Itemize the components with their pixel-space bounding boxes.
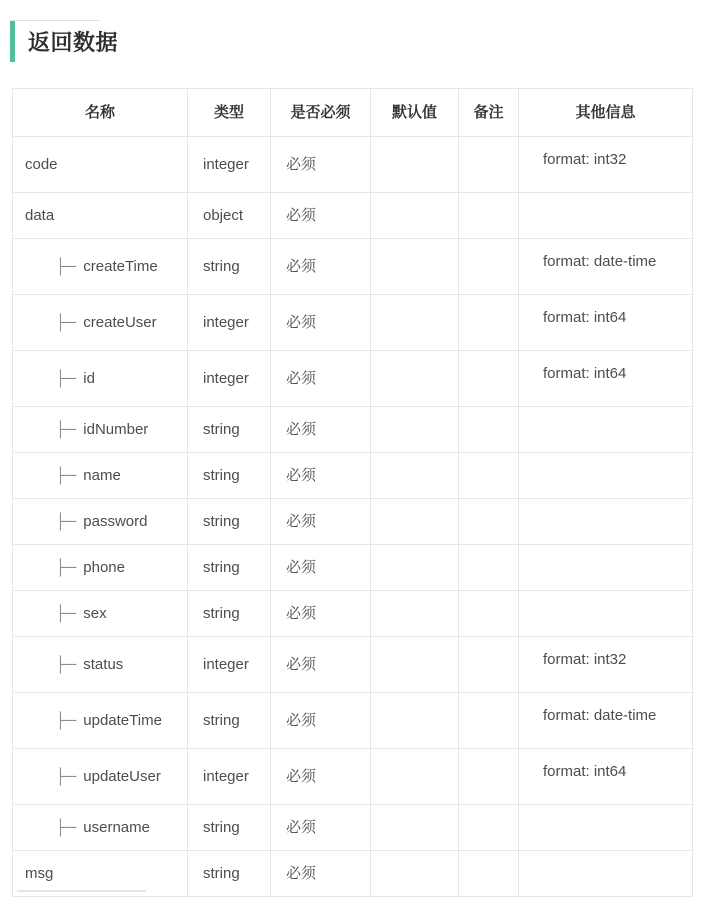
cell-type: string [188, 851, 271, 897]
tree-branch-glyph: ├─ [55, 712, 77, 729]
column-header-other: 其他信息 [519, 89, 693, 137]
format-info-text: format: date-time [543, 707, 657, 724]
cell-remark [459, 637, 519, 693]
tree-branch-glyph: ├─ [55, 370, 77, 387]
table-body [13, 137, 693, 897]
table-row [13, 693, 693, 749]
cell-name [13, 453, 188, 499]
column-header-type: 类型 [188, 89, 271, 137]
cell-required: 必须 [271, 295, 371, 351]
cell-remark [459, 351, 519, 407]
cell-name [13, 239, 188, 295]
cell-other-info [519, 453, 693, 499]
tree-branch-glyph: ├─ [55, 819, 77, 836]
cell-required: 必须 [271, 407, 371, 453]
title-accent-bar [10, 20, 15, 62]
cell-type: integer [188, 295, 271, 351]
response-fields-table [12, 88, 693, 897]
cell-other-info [519, 499, 693, 545]
format-info-text: format: date-time [543, 253, 657, 270]
field-name: idNumber [83, 421, 149, 438]
cell-name [13, 749, 188, 805]
table-row [13, 193, 693, 239]
field-name-wrap [25, 603, 107, 624]
field-name: createTime [83, 258, 158, 275]
field-name: status [83, 656, 124, 673]
field-name-wrap [25, 766, 161, 787]
cell-required: 必须 [271, 637, 371, 693]
cell-required: 必须 [271, 749, 371, 805]
table-row [13, 805, 693, 851]
cell-required: 必须 [271, 805, 371, 851]
table-row [13, 295, 693, 351]
field-name-wrap [25, 312, 157, 333]
cell-name [13, 295, 188, 351]
field-name: password [83, 513, 148, 530]
column-header-name: 名称 [13, 89, 188, 137]
column-header-remark: 备注 [459, 89, 519, 137]
cell-default [371, 295, 459, 351]
cell-name [13, 693, 188, 749]
tree-branch-glyph: ├─ [55, 314, 77, 331]
cell-default [371, 591, 459, 637]
cell-other-info [519, 351, 693, 407]
cell-type: string [188, 453, 271, 499]
cell-name [13, 137, 188, 193]
cell-type: integer [188, 749, 271, 805]
field-name: sex [83, 605, 107, 622]
table-row [13, 137, 693, 193]
cell-other-info [519, 137, 693, 193]
cell-name [13, 407, 188, 453]
cutoff-bottom-border [17, 890, 146, 892]
cell-default [371, 499, 459, 545]
cell-name [13, 591, 188, 637]
cell-required: 必须 [271, 453, 371, 499]
cell-other-info [519, 749, 693, 805]
cell-other-info [519, 637, 693, 693]
cell-type: integer [188, 351, 271, 407]
cell-remark [459, 749, 519, 805]
tree-branch-glyph: ├─ [55, 656, 77, 673]
format-info-text: format: int32 [543, 651, 627, 668]
section-title-bar [10, 20, 703, 62]
field-name: username [83, 819, 150, 836]
tree-branch-glyph: ├─ [55, 768, 77, 785]
cell-default [371, 239, 459, 295]
format-info-text: format: int64 [543, 763, 627, 780]
cell-remark [459, 295, 519, 351]
field-name: createUser [83, 314, 157, 331]
table-row [13, 453, 693, 499]
cell-remark [459, 499, 519, 545]
field-name-wrap [25, 205, 54, 226]
cell-type: integer [188, 637, 271, 693]
cutoff-top-border [10, 20, 100, 21]
cell-remark [459, 453, 519, 499]
cell-default [371, 193, 459, 239]
cell-default [371, 749, 459, 805]
field-name: id [83, 370, 95, 387]
field-name-wrap [25, 654, 123, 675]
cell-type: string [188, 545, 271, 591]
table-row [13, 351, 693, 407]
cell-other-info [519, 295, 693, 351]
tree-branch-glyph: ├─ [55, 559, 77, 576]
cell-required: 必须 [271, 591, 371, 637]
tree-branch-glyph: ├─ [55, 513, 77, 530]
cell-other-info [519, 805, 693, 851]
cell-other-info [519, 239, 693, 295]
cell-remark [459, 407, 519, 453]
cell-type: string [188, 499, 271, 545]
cell-remark [459, 805, 519, 851]
table-row [13, 545, 693, 591]
cell-required: 必须 [271, 499, 371, 545]
table-row [13, 239, 693, 295]
cell-other-info [519, 407, 693, 453]
cell-type: integer [188, 137, 271, 193]
cell-name [13, 637, 188, 693]
cell-remark [459, 591, 519, 637]
field-name: updateUser [83, 768, 161, 785]
field-name-wrap [25, 368, 95, 389]
cell-type: object [188, 193, 271, 239]
cell-other-info [519, 693, 693, 749]
field-name-wrap [25, 256, 158, 277]
cell-required: 必须 [271, 137, 371, 193]
format-info-text: format: int32 [543, 151, 627, 168]
field-name-wrap [25, 817, 150, 838]
cell-name [13, 193, 188, 239]
field-name-wrap [25, 154, 58, 175]
cell-remark [459, 693, 519, 749]
tree-branch-glyph: ├─ [55, 258, 77, 275]
cell-default [371, 637, 459, 693]
field-name: phone [83, 559, 125, 576]
cell-name [13, 351, 188, 407]
cell-type: string [188, 239, 271, 295]
field-name-wrap [25, 557, 125, 578]
cell-required: 必须 [271, 851, 371, 897]
cell-name [13, 545, 188, 591]
cell-default [371, 137, 459, 193]
cell-remark [459, 193, 519, 239]
cell-type: string [188, 591, 271, 637]
cell-required: 必须 [271, 545, 371, 591]
column-header-required: 是否必须 [271, 89, 371, 137]
table-row [13, 591, 693, 637]
header-row [13, 89, 693, 137]
format-info-text: format: int64 [543, 309, 627, 326]
cell-type: string [188, 693, 271, 749]
cell-default [371, 805, 459, 851]
tree-branch-glyph: ├─ [55, 421, 77, 438]
field-name: updateTime [83, 712, 162, 729]
page-title: 返回数据 [28, 29, 119, 55]
table-row [13, 637, 693, 693]
cell-type: string [188, 805, 271, 851]
cell-default [371, 453, 459, 499]
format-info-text: format: int64 [543, 365, 627, 382]
cell-required: 必须 [271, 693, 371, 749]
field-name: data [25, 207, 55, 224]
cell-default [371, 351, 459, 407]
cell-remark [459, 545, 519, 591]
cell-required: 必须 [271, 351, 371, 407]
cell-remark [459, 239, 519, 295]
cell-default [371, 545, 459, 591]
cell-other-info [519, 591, 693, 637]
cell-other-info [519, 545, 693, 591]
column-header-default: 默认值 [371, 89, 459, 137]
field-name-wrap [25, 710, 162, 731]
cell-type: string [188, 407, 271, 453]
table-row [13, 499, 693, 545]
cell-required: 必须 [271, 193, 371, 239]
cell-required: 必须 [271, 239, 371, 295]
cell-name [13, 499, 188, 545]
table-row [13, 407, 693, 453]
field-name: msg [25, 865, 54, 882]
cell-remark [459, 137, 519, 193]
tree-branch-glyph: ├─ [55, 605, 77, 622]
table-row [13, 749, 693, 805]
cell-other-info [519, 193, 693, 239]
cell-default [371, 407, 459, 453]
field-name: name [83, 467, 121, 484]
cell-default [371, 693, 459, 749]
field-name-wrap [25, 511, 147, 532]
table-header-row [13, 89, 693, 137]
cell-name [13, 805, 188, 851]
field-name-wrap [25, 419, 148, 440]
field-name: code [25, 156, 58, 173]
field-name-wrap [25, 465, 121, 486]
tree-branch-glyph: ├─ [55, 467, 77, 484]
